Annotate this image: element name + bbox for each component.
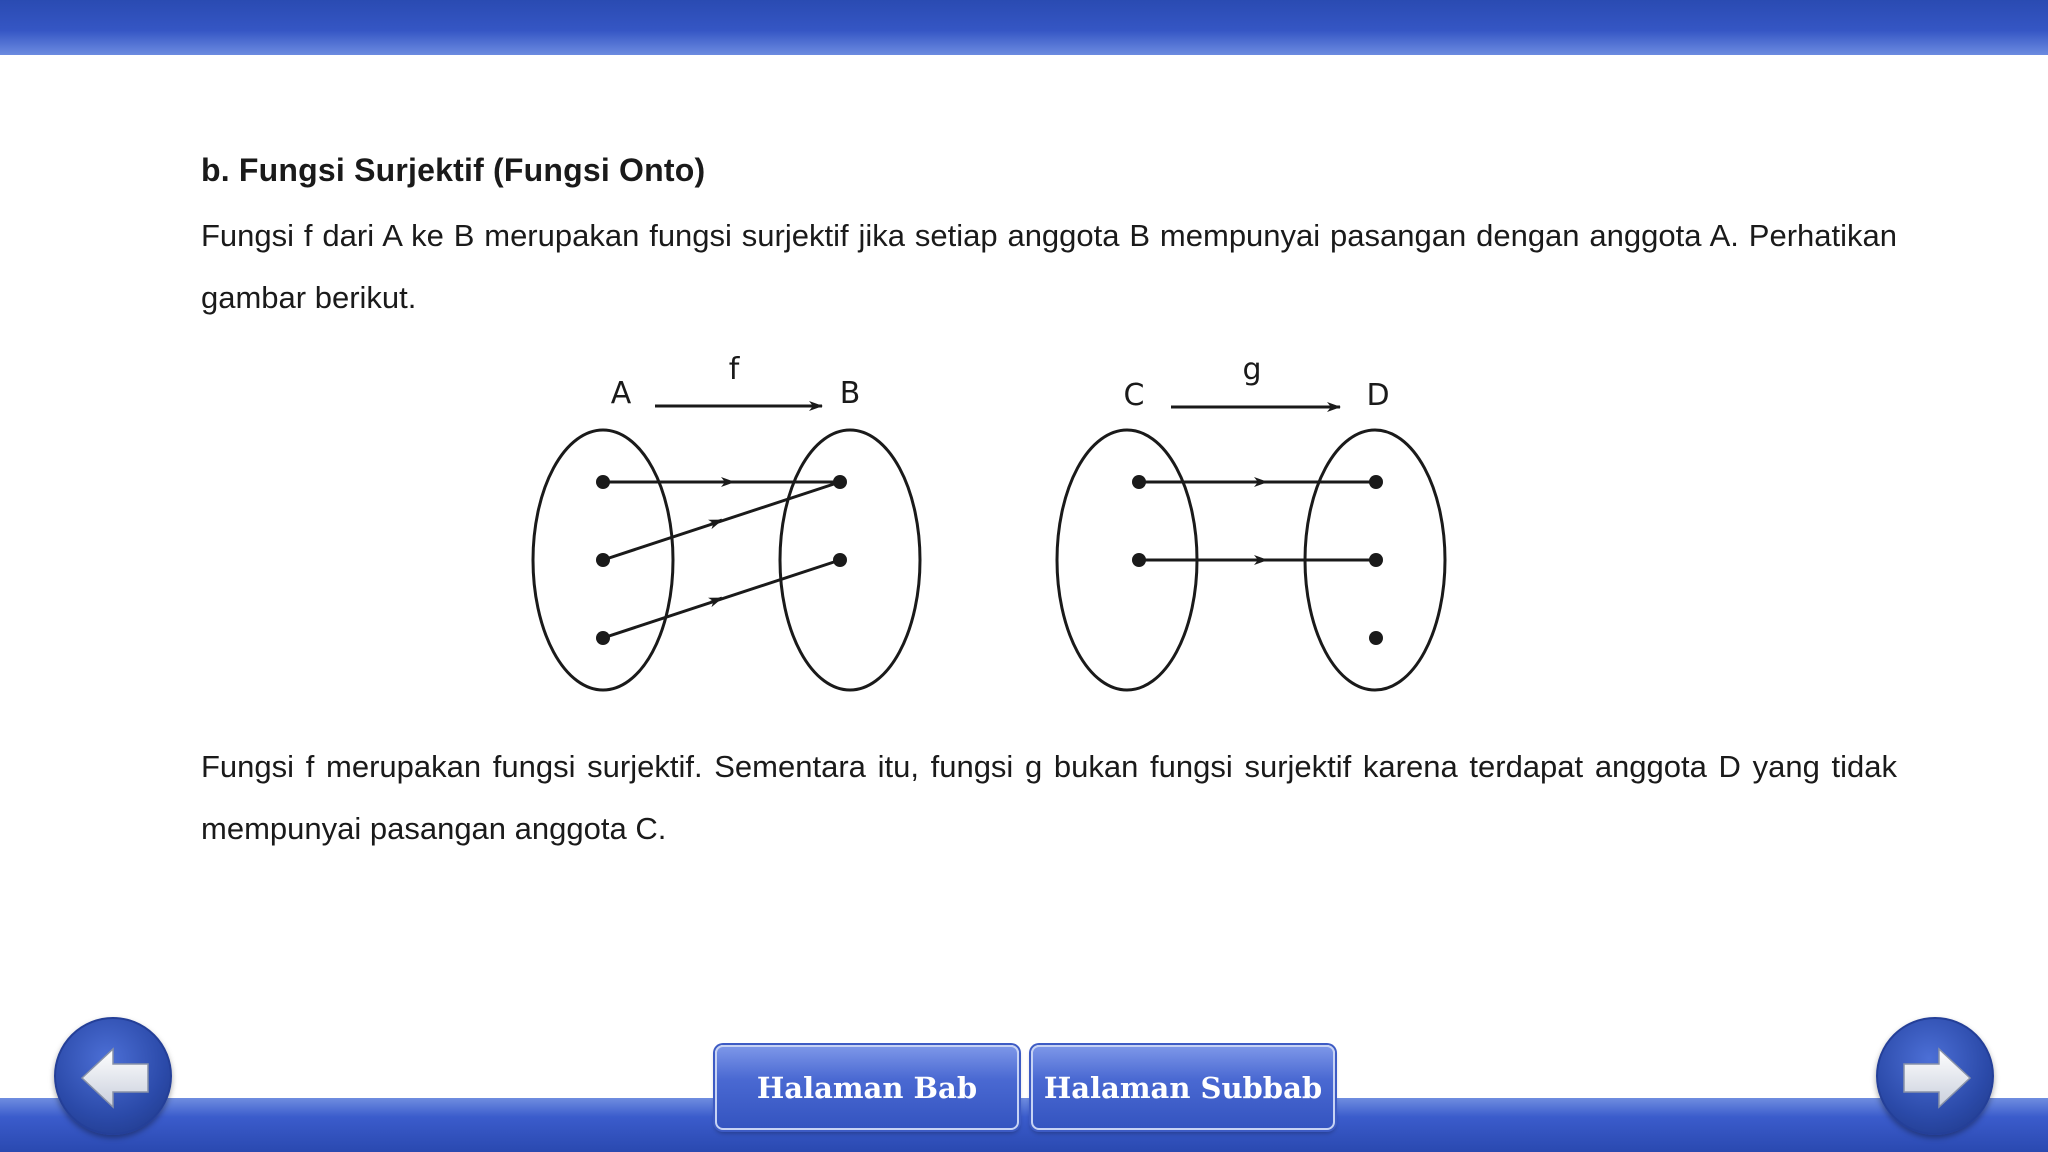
set-b-label: B xyxy=(839,376,861,411)
function-f-label: f xyxy=(728,352,740,387)
subchapter-page-button[interactable]: Halaman Subbab xyxy=(1031,1045,1335,1130)
set-b-element xyxy=(833,553,847,567)
set-b-element xyxy=(833,475,847,489)
set-c-element xyxy=(1132,553,1146,567)
function-g-label: g xyxy=(1242,352,1262,387)
set-d-element xyxy=(1369,475,1383,489)
top-banner xyxy=(0,0,2048,55)
arrow-right-icon xyxy=(1878,1019,1996,1137)
intro-paragraph: Fungsi f dari A ke B merupakan fungsi surjektif jika setiap anggota B mempunyai pasangan dengan anggota A. Perhatikan gambar berikut. xyxy=(201,218,1897,315)
set-b-ellipse xyxy=(780,430,920,690)
set-d-element xyxy=(1369,631,1383,645)
section-heading: b. Fungsi Surjektif (Fungsi Onto) xyxy=(201,152,706,188)
set-c-element xyxy=(1132,475,1146,489)
bottom-banner xyxy=(0,1098,2048,1152)
set-c-label: C xyxy=(1123,378,1145,413)
set-a-element xyxy=(596,475,610,489)
chapter-page-button[interactable]: Halaman Bab xyxy=(715,1045,1019,1130)
set-d-label: D xyxy=(1366,378,1390,413)
mapping-diagram xyxy=(500,345,1460,695)
previous-page-button[interactable] xyxy=(54,1017,172,1135)
next-page-button[interactable] xyxy=(1876,1017,1994,1135)
set-a-label: A xyxy=(610,376,632,411)
set-a-element xyxy=(596,631,610,645)
diagram-f xyxy=(533,352,920,690)
set-a-element xyxy=(596,553,610,567)
conclusion-paragraph: Fungsi f merupakan fungsi surjektif. Sementara itu, fungsi g bukan fungsi surjektif karena terdapat anggota D yang tidak mempunyai pasangan anggota C. xyxy=(201,749,1897,846)
arrow-left-icon xyxy=(56,1019,174,1137)
diagram-g xyxy=(1057,352,1445,690)
set-d-element xyxy=(1369,553,1383,567)
